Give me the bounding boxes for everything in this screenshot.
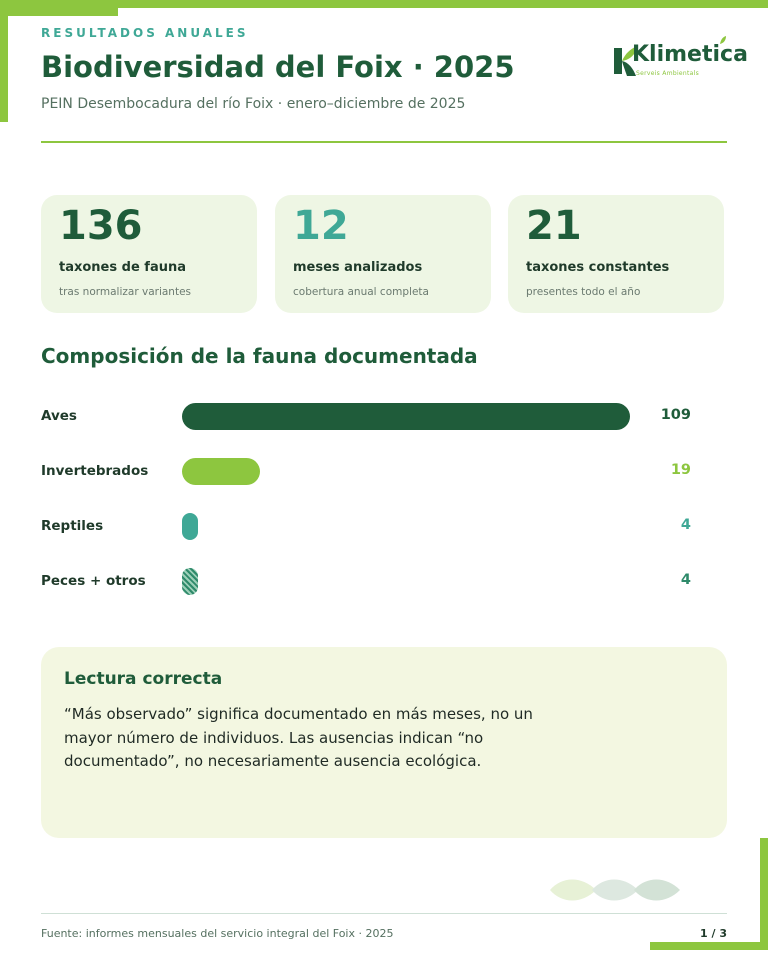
footer-source: Fuente: informes mensuales del servicio integral del Foix · 2025 — [41, 927, 394, 940]
callout-body: “Más observado” significa documentado en más meses, no un mayor número de individuos. Las ausencias indican “no documentado”, no necesariamente ausencia ecológica. — [64, 705, 533, 770]
kpi-label: taxones de fauna — [59, 260, 186, 275]
bar-label: Aves — [41, 408, 77, 424]
logo-tagline: Serveis Ambientals — [636, 70, 700, 77]
bar-aves — [182, 403, 630, 430]
kpi-card-months — [275, 195, 491, 313]
bar-label: Invertebrados — [41, 463, 149, 479]
bar-row-reptiles — [41, 513, 691, 541]
page-title: Biodiversidad del Foix · 2025 — [41, 50, 515, 84]
bottom-right-accent-horizontal — [650, 942, 768, 950]
bar-row-invertebrados — [41, 458, 691, 486]
top-accent-tab — [0, 0, 118, 16]
composition-title: Composición de la fauna documentada — [41, 344, 478, 368]
bottom-right-accent-vertical — [760, 838, 768, 950]
bar-invertebrados — [182, 458, 260, 485]
bar-label: Reptiles — [41, 518, 104, 534]
company-logo — [610, 36, 748, 82]
bar-reptiles — [182, 513, 198, 540]
kpi-value: 21 — [526, 203, 582, 249]
bar-row-aves — [41, 403, 691, 431]
header-divider — [41, 141, 727, 143]
bar-value: 19 — [670, 462, 691, 478]
page-subtitle: PEIN Desembocadura del río Foix · enero–diciembre de 2025 — [41, 96, 466, 112]
kpi-note: presentes todo el año — [526, 286, 641, 298]
kpi-value: 12 — [293, 203, 349, 249]
bar-track — [182, 403, 630, 430]
bar-label: Peces + otros — [41, 573, 146, 589]
bar-track — [182, 513, 630, 540]
kpi-note: cobertura anual completa — [293, 286, 429, 298]
kpi-note: tras normalizar variantes — [59, 286, 192, 298]
bar-value: 4 — [680, 517, 691, 533]
leaf-decoration-icon — [548, 873, 688, 907]
bar-row-peces-otros — [41, 568, 691, 596]
bar-value: 4 — [680, 572, 691, 588]
section-eyebrow: RESULTADOS ANUALES — [41, 26, 249, 40]
page-number: 1 / 3 — [700, 927, 727, 940]
left-accent-bar — [0, 0, 8, 122]
callout-title: Lectura correcta — [64, 669, 223, 689]
kpi-card-taxa — [41, 195, 257, 313]
kpi-label: taxones constantes — [526, 260, 670, 275]
reading-note-callout — [41, 647, 727, 838]
bar-peces-otros — [182, 568, 198, 595]
bar-track — [182, 568, 630, 595]
kpi-label: meses analizados — [293, 260, 423, 275]
kpi-value: 136 — [59, 203, 143, 249]
footer-divider — [41, 913, 727, 914]
logo-wordmark: Klimetica — [632, 42, 748, 67]
bar-track — [182, 458, 630, 485]
bar-value: 109 — [660, 407, 691, 423]
kpi-card-constant-taxa — [508, 195, 724, 313]
